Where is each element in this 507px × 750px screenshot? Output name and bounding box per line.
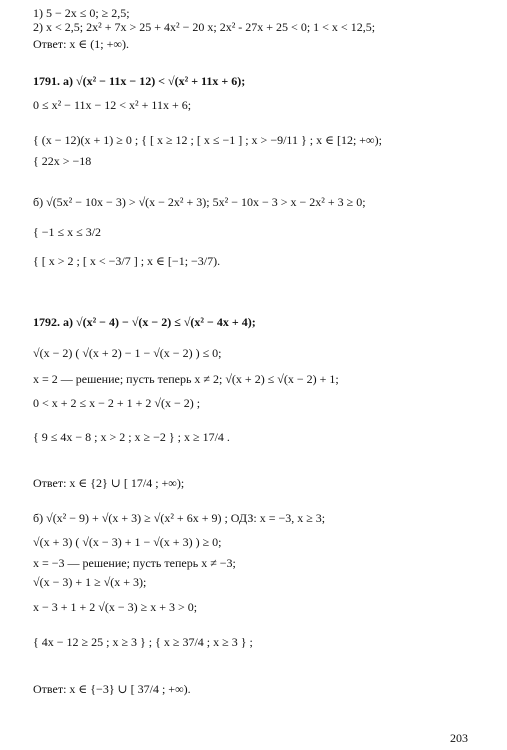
text-line: x = −3 — решение; пусть теперь x ≠ −3; <box>33 556 236 570</box>
text-line: 2) x < 2,5; 2x² + 7x > 25 + 4x² − 20 x; 2x² - 27x + 25 < 0; 1 < x < 12,5; <box>33 20 376 34</box>
problem-1791-a: 1791. а) √(x² − 11x − 12) < √(x² + 11x + 6); <box>33 74 246 88</box>
text-line: 0 < x + 2 ≤ x − 2 + 1 + 2 √(x − 2) ; <box>33 396 201 410</box>
page-number: 203 <box>450 731 468 745</box>
text-line: { [ x > 2 ; [ x < −3/7 ] ; x ∈ [−1; −3/7). <box>33 254 221 268</box>
text-line: x − 3 + 1 + 2 √(x − 3) ≥ x + 3 > 0; <box>33 600 198 614</box>
problem-1792-a: 1792. а) √(x² − 4) − √(x − 2) ≤ √(x² − 4x + 4); <box>33 315 256 329</box>
text-line: √(x − 2) ( √(x + 2) − 1 − √(x − 2) ) ≤ 0; <box>33 346 222 360</box>
text-line: √(x − 3) + 1 ≥ √(x + 3); <box>33 575 147 589</box>
text-line: Ответ: x ∈ (1; +∞). <box>33 37 129 51</box>
text-line: { (x − 12)(x + 1) ≥ 0 ; { [ x ≥ 12 ; [ x ≤ −1 ] ; x > −9/11 } ; x ∈ [12; +∞); <box>33 133 382 147</box>
text-line: 0 ≤ x² − 11x − 12 < x² + 11x + 6; <box>33 98 192 112</box>
answer-line: Ответ: x ∈ {2} ∪ [ 17/4 ; +∞); <box>33 476 185 490</box>
text-line: { −1 ≤ x ≤ 3/2 <box>33 225 102 239</box>
text-line: { 9 ≤ 4x − 8 ; x > 2 ; x ≥ −2 } ; x ≥ 17/4 . <box>33 430 230 444</box>
problem-1791-b: б) √(5x² − 10x − 3) > √(x − 2x² + 3); 5x² − 10x − 3 > x − 2x² + 3 ≥ 0; <box>33 195 366 209</box>
problem-1792-b: б) √(x² − 9) + √(x + 3) ≥ √(x² + 6x + 9) ; ОДЗ: x = −3, x ≥ 3; <box>33 511 326 525</box>
text-line: { 4x − 12 ≥ 25 ; x ≥ 3 } ; { x ≥ 37/4 ; x ≥ 3 } ; <box>33 635 253 649</box>
text-line: x = 2 — решение; пусть теперь x ≠ 2; √(x + 2) ≤ √(x − 2) + 1; <box>33 372 339 386</box>
answer-line: Ответ: x ∈ {−3} ∪ [ 37/4 ; +∞). <box>33 682 191 696</box>
text-line: √(x + 3) ( √(x − 3) + 1 − √(x + 3) ) ≥ 0; <box>33 535 222 549</box>
text-line: { 22x > −18 <box>33 154 92 168</box>
text-line: 1) 5 − 2x ≤ 0; ≥ 2,5; <box>33 6 130 20</box>
